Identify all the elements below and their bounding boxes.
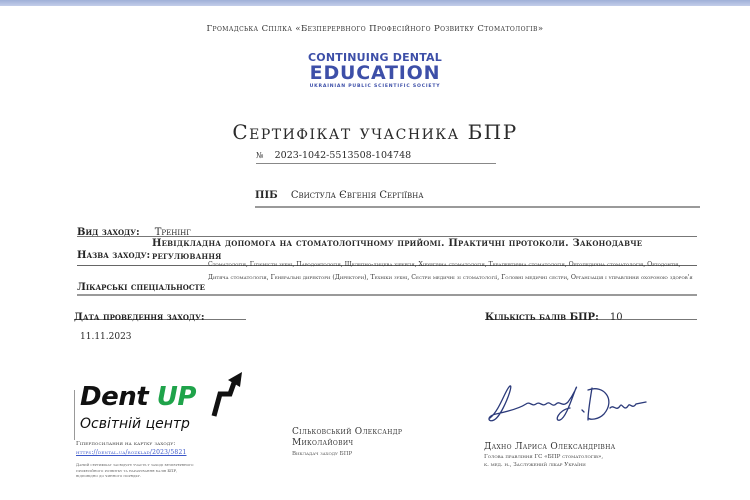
logo-line-3: UKRAINIAN PUBLIC SCIENTIFIC SOCIETY — [309, 84, 441, 89]
event-name-value: Невідкладна допомога на стоматологічному прийомі. Практичні протоколи. Законодавче регулювання — [152, 238, 643, 262]
lecturer-block — [292, 427, 452, 457]
participant-row — [255, 190, 700, 208]
signatory-role-2: к. мед. н., Заслужений лікар України — [484, 462, 586, 468]
dentup-subtitle: Освітній центр — [80, 416, 190, 432]
event-card-link[interactable]: https://dental.ua/rozklad/2023/5821 — [76, 449, 187, 456]
certificate-title: Сертифікат учасника БПР — [232, 120, 518, 144]
specialties-label: Лікарські спеціальносте — [77, 282, 205, 293]
event-type-row — [77, 220, 697, 237]
dentup-name-dent: Dent — [80, 382, 157, 412]
points-row — [485, 305, 697, 323]
dentup-name-up: UP — [156, 382, 196, 412]
hyperlink-label: Гіперпосилання на картку заходу: — [76, 441, 176, 447]
event-date-row — [74, 305, 246, 342]
logo-divider — [74, 390, 75, 440]
signatory-block — [484, 441, 684, 469]
certificate-number — [256, 150, 496, 164]
lecturer-role: Викладач заходу БПР — [292, 451, 353, 457]
union-title: Громадська Спілка «Безперервного Професійного Розвитку Стоматологів» — [206, 24, 544, 34]
points-value: 10 — [609, 312, 623, 323]
top-band — [0, 0, 750, 6]
logo-line-2: EDUCATION — [309, 62, 441, 84]
signature — [480, 380, 650, 434]
signatory-name: Дахно Лариса Олександрівна — [484, 442, 616, 452]
event-name-label: Назва заходу: — [77, 250, 151, 261]
participant-label: ПІБ — [255, 190, 278, 201]
certificate-note: Даний сертифікат засвідчує участь у заході безперервного професійного розвитку та нарахування балів БПР, відповідно до чинного порядку. — [76, 462, 194, 478]
certificate-number-value: 2023-1042-5513508-104748 — [274, 150, 412, 161]
growth-arrow-icon — [210, 372, 244, 418]
number-sign: № — [256, 151, 264, 160]
event-type-label: Вид заходу: — [77, 227, 140, 238]
cde-logo — [300, 52, 450, 89]
signature-icon — [480, 380, 650, 430]
logo-line-1: CONTINUING DENTAL — [308, 51, 442, 64]
participant-name: Свистула Євгенія Сергіївна — [290, 190, 424, 201]
event-date-value: 11.11.2023 — [80, 332, 132, 342]
signatory-role-1: Голова правління ГС «БПР стоматологів», — [484, 454, 604, 460]
event-type-value: Тренінг — [154, 227, 191, 238]
event-date-label: Дата проведення заходу: — [74, 312, 205, 323]
lecturer-name: Сільковський Олександр Миколайович — [292, 427, 403, 448]
specialties-value: Стоматологія, Гігієністи зубні, Пародонтологія, Щелепно-лицева хірургія, Хірургічна стоматологія, Терапевтична стоматологія, Ортопедична стоматологія, Ортодонтія, Дитяча стоматологія, Генеральні директори (Директори), Техніки зубні, Сестри медичні зі стоматології, Головні медичні сестри, Організація і управління охороною здоров'я — [208, 261, 693, 281]
specialties-underline — [77, 294, 697, 296]
points-label: Кількість балів БПР: — [485, 312, 599, 323]
dentup-name — [80, 382, 196, 412]
